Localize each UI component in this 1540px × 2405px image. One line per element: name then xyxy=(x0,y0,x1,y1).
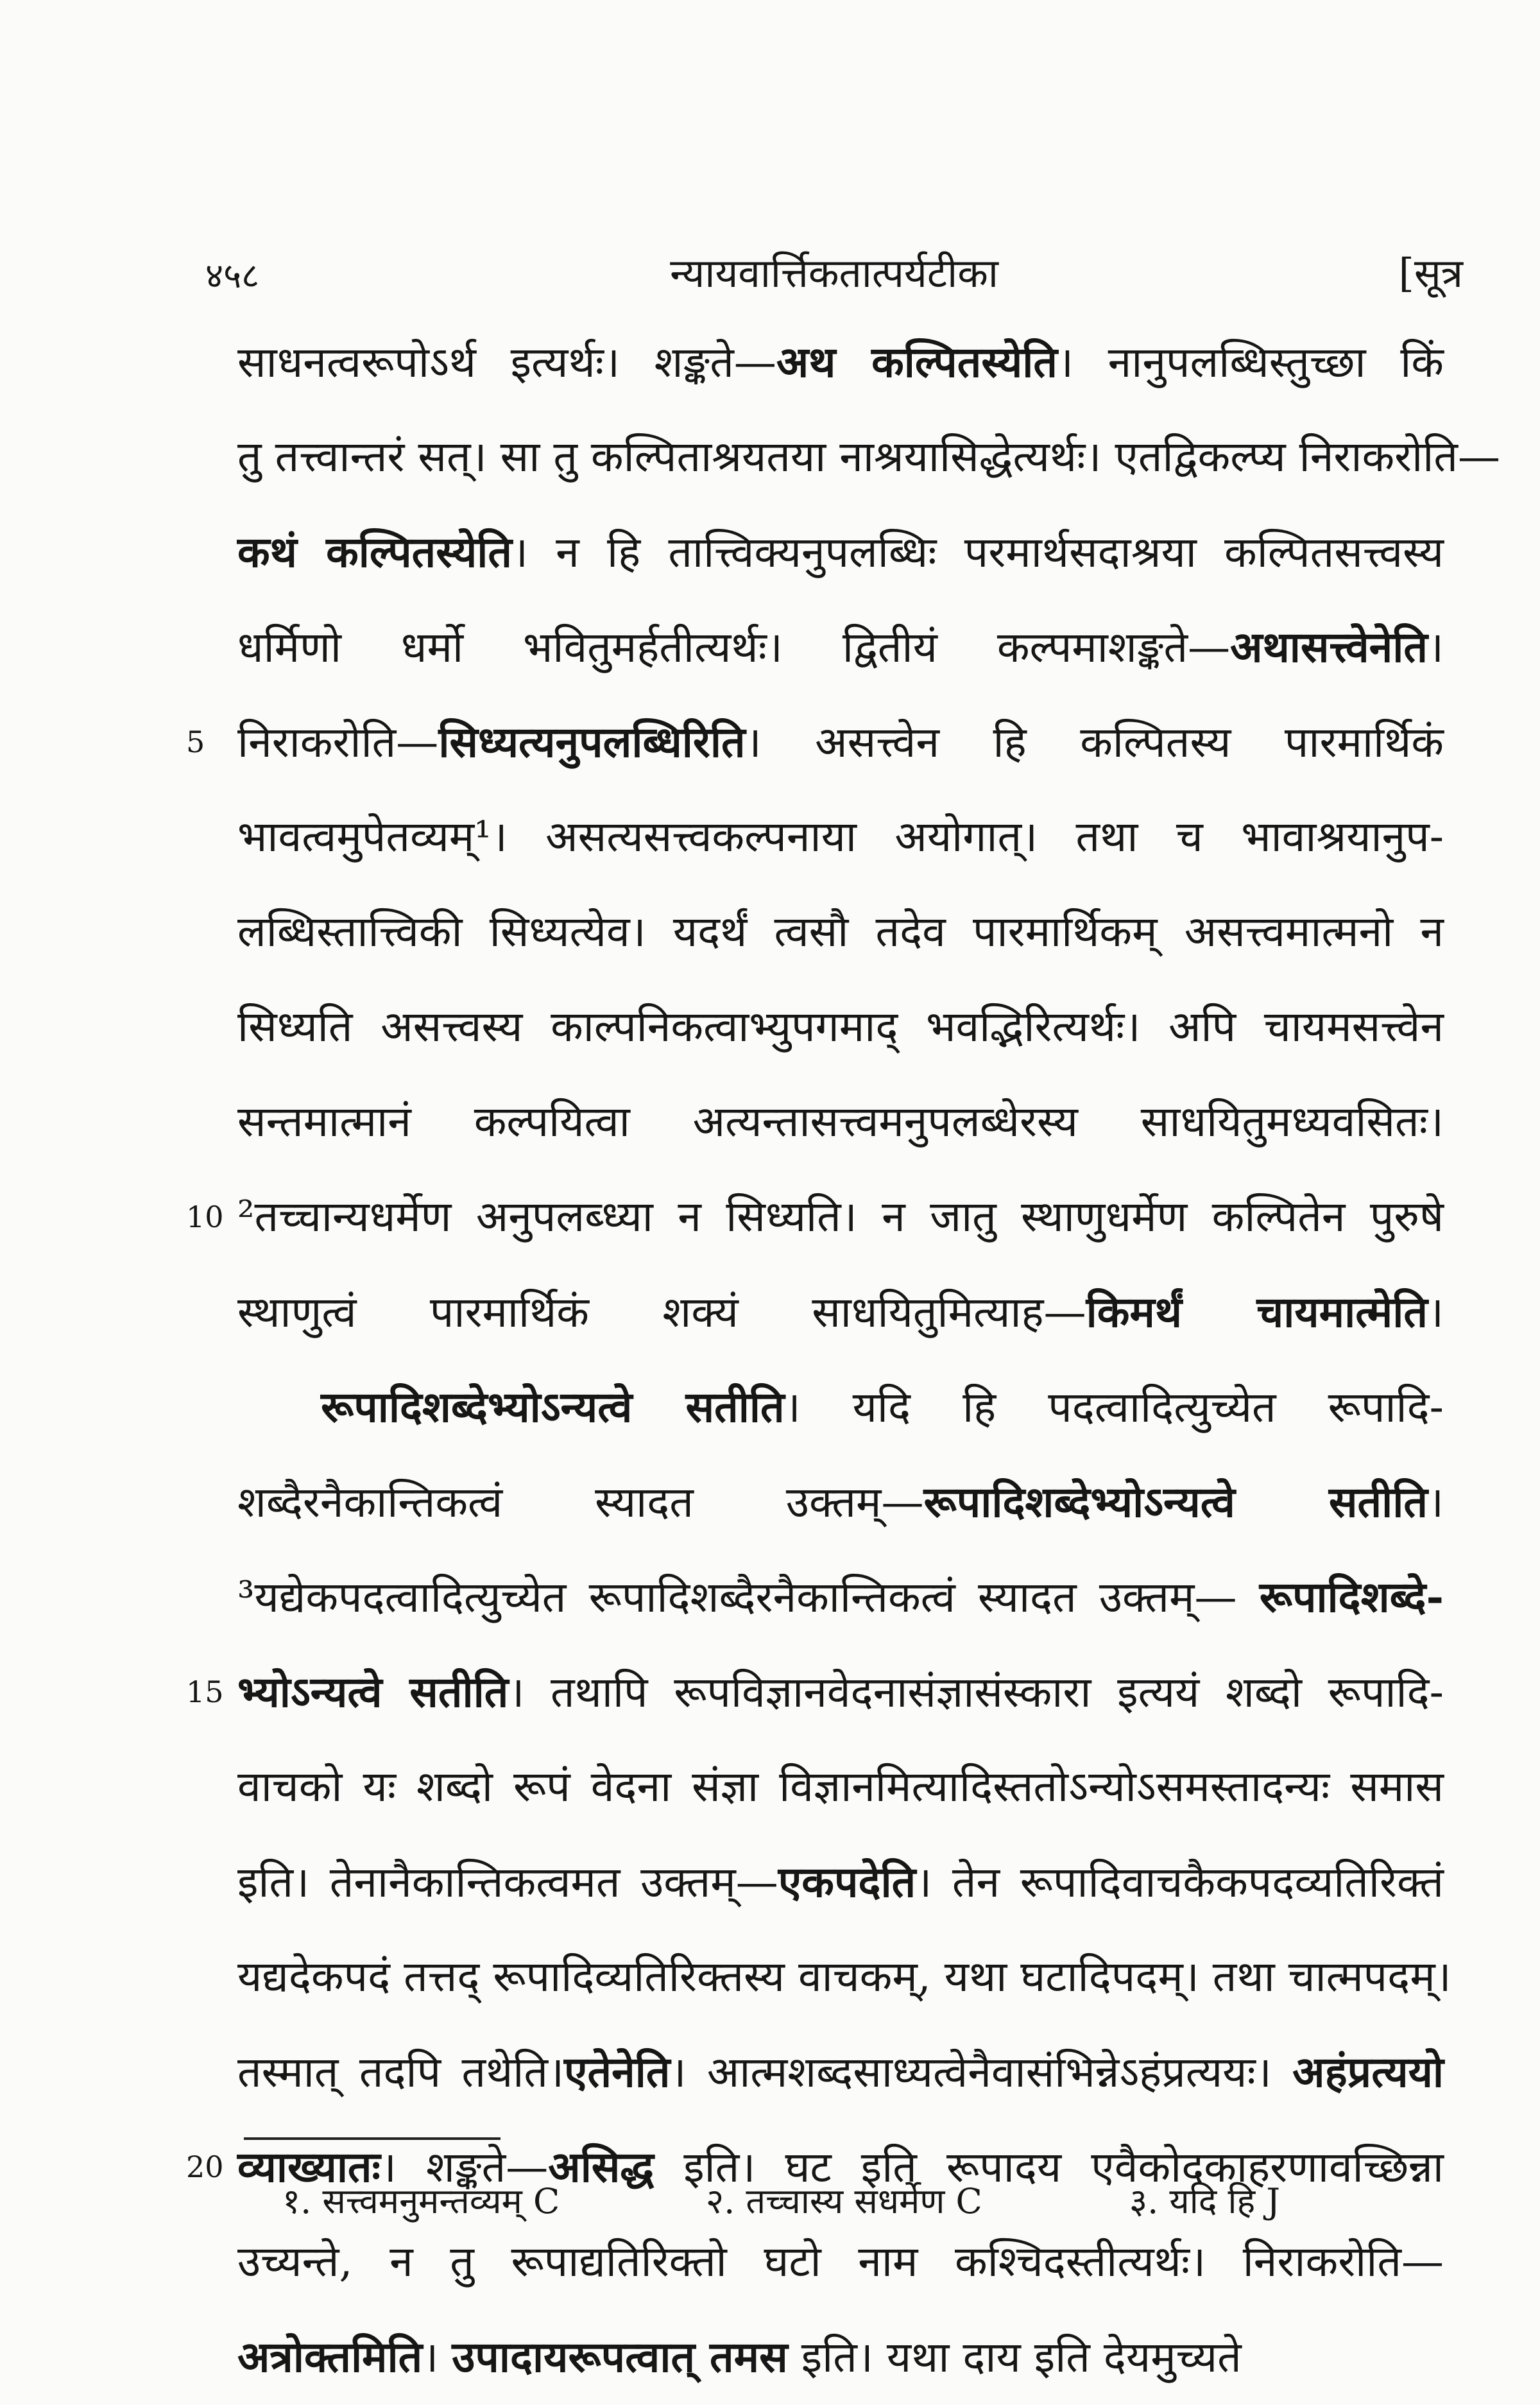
text-segment: । नानुपलब्धिस्तुच्छा किं xyxy=(1057,338,1444,387)
line-number: 10 xyxy=(186,1200,224,1234)
text-segment: । यदि हि पदत्वादित्युच्येत रूपादि- xyxy=(784,1383,1444,1432)
text-line xyxy=(237,789,1444,884)
running-header xyxy=(205,237,1463,315)
text-line xyxy=(237,409,1500,504)
text-line xyxy=(186,1169,1444,1264)
text-segment: । न हि तात्त्विक्यनुपलब्धिः परमार्थसदाश्रया कल्पितसत्त्वस्य xyxy=(511,528,1444,577)
text-segment: । शङ्कते— xyxy=(380,2142,549,2192)
bold-citation: अथ कल्पितस्येति xyxy=(776,337,1057,387)
text-segment: इति। यथा दाय इति देयमुच्यते xyxy=(787,2332,1242,2382)
text-segment: इति। तेनानैकान्तिकत्वमत उक्तम्— xyxy=(237,1858,778,1907)
text-segment: साधनत्वरूपोऽर्थ इत्यर्थः। शङ्कते— xyxy=(237,338,776,387)
text-segment: ²तच्चान्यधर्मेण अनुपलब्ध्या न सिध्यति। न जातु स्थाणुधर्मेण कल्पितेन पुरुषे xyxy=(237,1192,1444,1241)
text-line xyxy=(237,979,1444,1074)
text-line xyxy=(237,1454,1444,1549)
text-line xyxy=(237,884,1444,979)
text-segment: धर्मिणो धर्मो भवितुमर्हतीत्यर्थः। द्वितीयं कल्पमाशङ्कते— xyxy=(237,623,1231,672)
footnote-2: २. तच्चास्य सधर्मेण C xyxy=(706,2181,982,2221)
bold-citation: रूपादिशब्देभ्योऽन्यत्वे सतीति xyxy=(321,1382,785,1432)
line-number: 20 xyxy=(186,2150,224,2184)
text-segment: शब्दैरनैकान्तिकत्वं स्यादत उक्तम्— xyxy=(237,1478,924,1527)
running-title: न्यायवार्त्तिकतात्पर्यटीका xyxy=(670,250,998,297)
bold-citation: किमर्थं चायमात्मेति xyxy=(1086,1287,1428,1337)
text-line xyxy=(237,1549,1444,1644)
text-body xyxy=(186,315,1500,2404)
text-segment: लब्धिस्तात्त्विकी सिध्यत्येव। यदर्थं त्वसौ तदेव पारमार्थिकम् असत्त्वमात्मनो न xyxy=(237,907,1444,956)
text-segment: । असत्त्वेन हि कल्पितस्य पारमार्थिकं xyxy=(745,718,1444,767)
text-line xyxy=(237,315,1444,409)
text-segment: । तेन रूपादिवाचकैकपदव्यतिरिक्तं xyxy=(916,1858,1444,1907)
text-line xyxy=(237,2309,1444,2404)
text-segment: । तथापि रूपविज्ञानवेदनासंज्ञासंस्कारा इत्ययं शब्दो रूपादि- xyxy=(508,1668,1444,1717)
footnote-rule xyxy=(244,2137,501,2140)
footnote-3: ३. यदि हि J xyxy=(1129,2181,1281,2221)
footnotes xyxy=(282,2176,1373,2234)
text-line xyxy=(237,1929,1451,2024)
text-segment: तु तत्त्वान्तरं सत्। सा तु कल्पिताश्रयतया नाश्रयासिद्धेत्यर्थः। एतद्विकल्प्य निराकरोति— xyxy=(237,432,1500,481)
bold-citation: अहंप्रत्ययो xyxy=(1292,2047,1444,2097)
text-segment: सिध्यति असत्त्वस्य काल्पनिकत्वाभ्युपगमाद् भवद्भिरित्यर्थः। अपि चायमसत्त्वेन xyxy=(237,1002,1444,1051)
text-segment: वाचको यः शब्दो रूपं वेदना संज्ञा विज्ञानमित्यादिस्ततोऽन्योऽसमस्तादन्यः समास xyxy=(237,1762,1444,1811)
bold-citation: असिद्ध xyxy=(548,2142,654,2192)
bold-citation: सिध्यत्यनुपलब्धिरिति xyxy=(438,717,746,767)
text-line xyxy=(237,2024,1444,2119)
bold-citation: रूपादिशब्दे- xyxy=(1259,1572,1444,1622)
text-segment: उच्यन्ते, न तु रूपाद्यतिरिक्तो घटो नाम कश्चिदस्तीत्यर्थः। निराकरोति— xyxy=(237,2237,1444,2286)
bold-citation: एतेनेति xyxy=(563,2047,671,2097)
footnote-1: १. सत्त्वमनुमन्तव्यम् C xyxy=(282,2181,560,2221)
bold-citation: अत्रोक्तमिति xyxy=(237,2332,423,2382)
section-marker: [सूत्र xyxy=(1398,250,1463,297)
text-segment: निराकरोति— xyxy=(237,718,439,767)
text-line xyxy=(237,1739,1444,1834)
bold-citation: उपादायरूपत्वात् तमस xyxy=(452,2332,788,2382)
text-line xyxy=(186,1644,1444,1739)
text-segment: ³यद्येकपदत्वादित्युच्येत रूपादिशब्दैरनैकान्तिकत्वं स्यादत उक्तम्— xyxy=(237,1573,1260,1622)
page-number: ४५८ xyxy=(205,255,260,296)
text-line xyxy=(237,1359,1444,1454)
text-line xyxy=(237,1264,1444,1359)
bold-citation: एकपदेति xyxy=(778,1857,916,1907)
bold-citation: व्याख्यातः xyxy=(237,2142,381,2192)
text-segment: । xyxy=(1427,1478,1444,1527)
bold-citation: रूपादिशब्देभ्योऽन्यत्वे सतीति xyxy=(923,1477,1428,1527)
bold-citation: अथासत्त्वेनेति xyxy=(1230,622,1428,672)
line-number: 15 xyxy=(186,1675,224,1709)
text-segment: । xyxy=(1427,1288,1444,1337)
text-line xyxy=(237,1074,1444,1169)
text-line xyxy=(237,599,1444,694)
line-number: 5 xyxy=(186,725,205,759)
text-segment: । xyxy=(1427,623,1444,672)
text-segment: तस्मात् तदपि तथेति। xyxy=(237,2047,564,2097)
bold-citation: भ्योऽन्यत्वे सतीति xyxy=(237,1667,509,1717)
text-segment: । आत्मशब्दसाध्यत्वेनैवासंभिन्नेऽहंप्रत्ययः। xyxy=(670,2047,1293,2097)
text-segment: इति। घट इति रूपादय एवैकोदकाहरणावच्छिन्ना xyxy=(654,2142,1444,2192)
text-segment: । xyxy=(422,2332,452,2382)
text-line xyxy=(237,504,1444,599)
text-line xyxy=(186,694,1444,789)
text-segment: स्थाणुत्वं पारमार्थिकं शक्यं साधयितुमित्याह— xyxy=(237,1288,1086,1337)
text-segment: सन्तमात्मानं कल्पयित्वा अत्यन्तासत्त्वमनुपलब्धेरस्य साधयितुमध्यवसितः। xyxy=(237,1097,1444,1146)
text-line xyxy=(237,1834,1444,1929)
text-segment: यद्यदेकपदं तत्तद् रूपादिव्यतिरिक्तस्य वाचकम्, यथा घटादिपदम्। तथा चात्मपदम्। xyxy=(237,1952,1451,2001)
text-segment: भावत्वमुपेतव्यम्¹। असत्यसत्त्वकल्पनाया अयोगात्। तथा च भावाश्रयानुप- xyxy=(237,812,1444,861)
bold-citation: कथं कल्पितस्येति xyxy=(237,527,512,577)
